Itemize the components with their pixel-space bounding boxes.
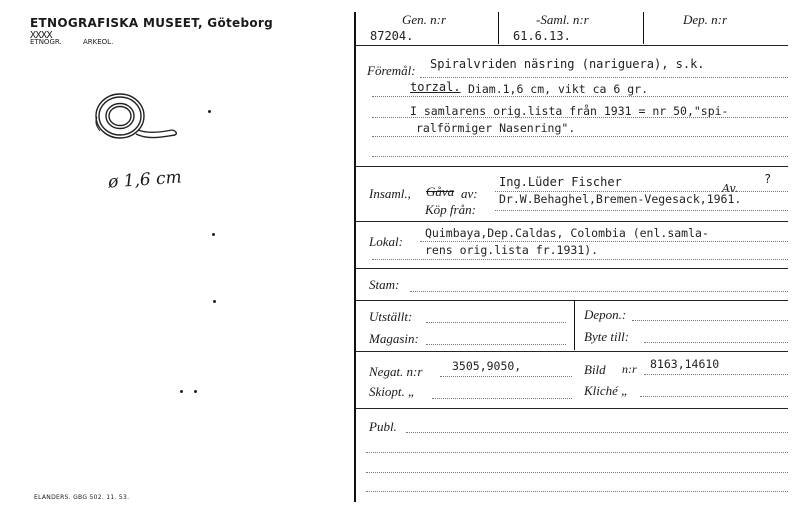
dotted-line [495,191,788,192]
stam-label: Stam: [369,277,400,292]
dotted-line [440,376,572,377]
foremal-line-4: ralförmiger Nasenring". [416,121,576,135]
dotted-line [372,117,788,118]
foremal-line-3: I samlarens orig.lista från 1931 = nr 50,"spi- [410,104,729,118]
dotted-line [366,452,788,453]
cell-divider [643,12,644,44]
bild-label: Bild [584,362,606,377]
foremal-line-2a: torzal. [410,80,461,94]
section-rule [356,408,788,409]
depon-label: Depon.: [584,307,627,322]
dotted-line [410,291,788,292]
dotted-line [495,210,788,211]
dotted-line [372,96,788,97]
cell-divider [498,12,499,44]
dotted-line [644,342,788,343]
dotted-line [420,77,788,78]
insaml-label: Insaml., [369,186,411,201]
speck [212,233,215,236]
foremal-line-2b: Diam.1,6 cm, vikt ca 6 gr. [468,82,649,96]
dotted-line [372,136,788,137]
dotted-line [366,472,788,473]
category-etnogr: ETNOGR. [30,38,62,46]
dotted-line [366,491,788,492]
question-mark: ? [764,172,772,186]
publ-label: Publ. [369,419,397,434]
dotted-line [632,320,788,321]
kop-fran-label: Köp från: [425,202,476,217]
bild-nr-label: n:r [622,362,637,376]
dotted-line [640,396,788,397]
lokal-line-1: Quimbaya,Dep.Caldas, Colombia (enl.samla- [425,226,709,240]
section-rule [356,45,788,46]
dotted-line [426,344,566,345]
cell-divider [574,300,575,350]
insaml-value-2: Dr.W.Behaghel,Bremen-Vegesack,1961. [499,192,742,206]
section-rule [356,300,788,301]
gava-label-struck: Gåva [426,184,455,199]
printer-imprint: ELANDERS. GBG 502. 11. 53. [34,494,130,501]
museum-title: ETNOGRAFISKA MUSEET, Göteborg [30,16,274,30]
foremal-label: Föremål: [367,63,416,78]
magasin-label: Magasin: [369,331,419,346]
dotted-line [372,259,788,260]
speck [213,300,216,303]
category-arkeol: ARKEOL. [83,38,114,46]
diameter-note: ø 1,6 cm [107,167,183,193]
bild-nr-value: 8163,14610 [650,357,720,371]
speck [194,390,197,393]
insaml-value-1: Ing.Lüder Fischer [499,175,622,189]
saml-nr-label: -Saml. n:r [536,12,589,27]
strike-mark: XXXX [30,30,53,41]
nose-ring-sketch [80,84,190,154]
speck [180,390,183,393]
gen-nr-value: 87204. [370,29,414,43]
lokal-label: Lokal: [369,234,403,249]
handwritten-annotation: Av. [722,182,738,195]
section-rule [356,351,788,352]
skiopt-label: Skiopt. „ [369,384,416,399]
kliche-label: Kliché „ [584,383,629,398]
dep-nr-label: Dep. n:r [683,12,728,27]
dotted-line [420,241,788,242]
dotted-line [644,374,788,375]
saml-nr-value: 61.6.13. [513,29,571,43]
dotted-line [432,398,572,399]
foremal-line-1: Spiralvriden näsring (nariguera), s.k. [430,57,705,71]
dotted-line [426,322,566,323]
section-rule [356,221,788,222]
panel-divider [354,12,356,502]
byte-till-label: Byte till: [584,329,630,344]
negat-nr-label: Negat. n:r [369,364,423,379]
dotted-line [406,432,788,433]
section-rule [356,268,788,269]
speck [208,110,211,113]
utstallt-label: Utställt: [369,309,413,324]
section-rule [356,166,788,167]
lokal-line-2: rens orig.lista fr.1931). [425,243,599,257]
gen-nr-label: Gen. n:r [402,12,447,27]
negat-nr-value: 3505,9050, [452,359,522,373]
dotted-line [372,156,788,157]
av-label: av: [461,186,478,201]
